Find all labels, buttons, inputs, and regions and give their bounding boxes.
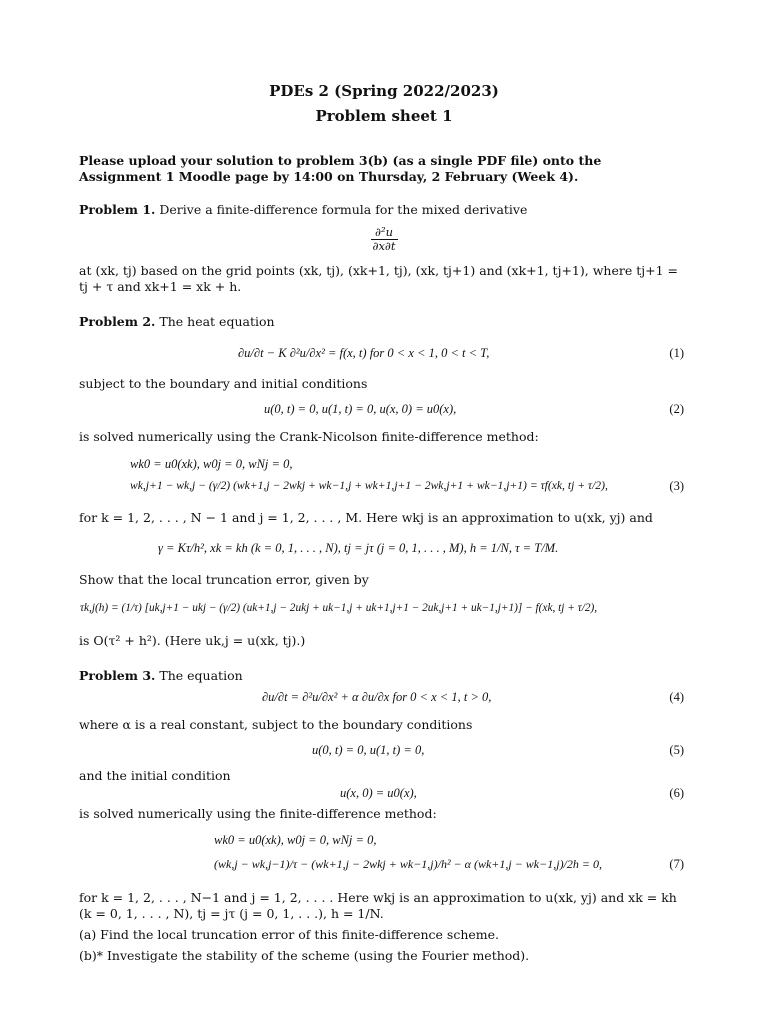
problem3-intro: The equation — [159, 668, 243, 683]
problem3-part-b: (b)* Investigate the stability of the scheme (using the Fourier method). — [79, 948, 530, 963]
problem1-formula — [0, 226, 768, 253]
problem2-for-text: for k = 1, 2, . . . , N − 1 and j = 1, 2, . . . , M. Here wkj is an approximation to u(xk, yj) and — [79, 510, 653, 525]
problem3-for-text: for k = 1, 2, . . . , N−1 and j = 1, 2, . . . . Here wkj is an approximation to u(xk, yj) and xk = kh (k = 0, 1, . . . , N), tj = jτ (j = 0, 1, . . .), h = 1/N. — [79, 890, 677, 921]
equation-7a: wk0 = u0(xk), w0j = 0, wNj = 0, — [214, 833, 377, 847]
problem2-method-text: is solved numerically using the Crank-Nicolson finite-difference method: — [79, 429, 539, 444]
problem1-formula-denominator: ∂x∂t — [372, 239, 396, 253]
equation-2-number: (2) — [669, 402, 684, 416]
problem1-intro-line — [79, 202, 685, 218]
problem3-alpha-text: where α is a real constant, subject to the boundary conditions — [79, 717, 473, 732]
equation-1: ∂u/∂t − K ∂²u/∂x² = f(x, t) for 0 < x < 1, 0 < t < T, — [238, 346, 490, 360]
equation-5: u(0, t) = 0, u(1, t) = 0, — [312, 743, 425, 757]
problem3-intro-line — [79, 668, 685, 684]
equation-1-number: (1) — [669, 346, 684, 360]
problem2-intro: The heat equation — [159, 314, 275, 329]
equation-6: u(x, 0) = u0(x), — [340, 786, 417, 800]
problem1-formula-numerator: ∂²u — [371, 226, 398, 240]
equation-7b: (wk,j − wk,j−1)/τ − (wk+1,j − 2wkj + wk−1,j)/h² − α (wk+1,j − wk−1,j)/2h = 0, — [214, 857, 602, 871]
truncation-error-formula: τk,j(h) = (1/τ) [uk,j+1 − ukj − (γ/2) (uk+1,j − 2ukj + uk−1,j + uk+1,j+1 − 2uk,j+1 + uk−1,j+1)] − f(xk, tj + τ/2), — [80, 602, 598, 614]
equation-3b: wk,j+1 − wk,j − (γ/2) (wk+1,j − 2wkj + wk−1,j + wk+1,j+1 − 2wk,j+1 + wk−1,j+1) = τf(xk, tj + τ/2), — [130, 479, 608, 492]
equation-6-number: (6) — [669, 786, 684, 800]
problem3-part-a: (a) Find the local truncation error of this finite-difference scheme. — [79, 927, 499, 942]
submission-notice: Please upload your solution to problem 3(b) (as a single PDF file) onto the Assignment 1 Moodle page by 14:00 on Thursday, 2 February (Week 4). — [79, 153, 602, 184]
problem3-method-text: is solved numerically using the finite-difference method: — [79, 806, 437, 821]
problem3-ic-text: and the initial condition — [79, 768, 231, 783]
problem2-order-text: is O(τ² + h²). (Here uk,j = u(xk, tj).) — [79, 633, 306, 648]
problem2-show-text: Show that the local truncation error, given by — [79, 572, 369, 587]
problem2-bc-text: subject to the boundary and initial conditions — [79, 376, 368, 391]
equation-5-number: (5) — [669, 743, 684, 757]
document-title: PDEs 2 (Spring 2022/2023) — [269, 82, 499, 100]
problem1-intro: Derive a finite-difference formula for the mixed derivative — [159, 202, 528, 217]
equation-4-number: (4) — [669, 690, 684, 704]
problem2-intro-line — [79, 314, 685, 330]
equation-7-number: (7) — [669, 857, 684, 871]
problem2-label: Problem 2. — [79, 314, 156, 329]
problem3-label: Problem 3. — [79, 668, 156, 683]
document-subtitle: Problem sheet 1 — [315, 107, 453, 125]
problem1-text: at (xk, tj) based on the grid points (xk, tj), (xk+1, tj), (xk, tj+1) and (xk+1, tj+1), where tj+1 = tj + τ and xk+1 = xk + h. — [79, 263, 678, 294]
equation-3a: wk0 = u0(xk), w0j = 0, wNj = 0, — [130, 457, 293, 471]
equation-4: ∂u/∂t = ∂²u/∂x² + α ∂u/∂x for 0 < x < 1, t > 0, — [262, 690, 492, 704]
problem1-label: Problem 1. — [79, 202, 156, 217]
problem2-parameters: γ = Kτ/h², xk = kh (k = 0, 1, . . . , N), tj = jτ (j = 0, 1, . . . , M), h = 1/N, τ = T/M. — [158, 541, 559, 555]
equation-3-number: (3) — [669, 479, 684, 493]
equation-2: u(0, t) = 0, u(1, t) = 0, u(x, 0) = u0(x), — [264, 402, 457, 416]
